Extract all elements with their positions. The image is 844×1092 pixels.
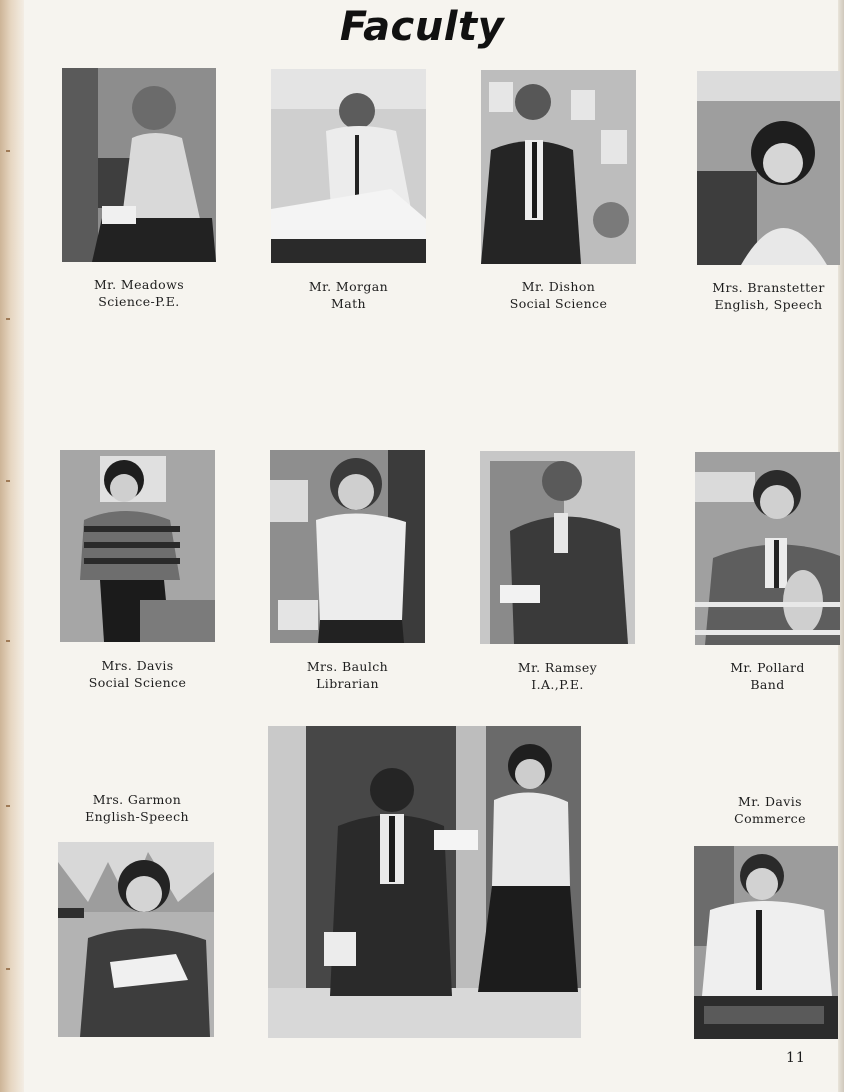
photo-meadows (62, 68, 216, 262)
binding-mark (6, 968, 10, 970)
faculty-name: Mr. Dishon (521, 279, 596, 294)
photo-pollard (695, 452, 840, 645)
faculty-subject: Commerce (734, 811, 806, 826)
binding-mark (6, 480, 10, 482)
faculty-subject: Social Science (88, 675, 187, 690)
faculty-subject: Social Science (509, 296, 608, 311)
faculty-name: Mr. Pollard (730, 660, 805, 675)
caption-pollard (695, 659, 840, 693)
faculty-subject: English, Speech (714, 297, 823, 312)
binding-edge (0, 0, 24, 1092)
faculty-name: Mr. Davis (738, 794, 802, 809)
faculty-name: Mr. Morgan (308, 279, 389, 294)
faculty-subject: Band (750, 677, 785, 692)
photo-baulch (270, 450, 425, 643)
caption-morgan (271, 278, 426, 312)
caption-dishon (481, 278, 636, 312)
caption-garmon (58, 791, 216, 825)
photo-ramsey (480, 451, 635, 644)
page-title: Faculty (339, 4, 505, 50)
faculty-subject: I.A.,P.E. (531, 677, 584, 692)
binding-mark (6, 318, 10, 320)
photo-morgan (271, 69, 426, 263)
photo-davis-social (60, 450, 215, 642)
photo-dishon (481, 70, 636, 264)
binding-mark (6, 640, 10, 642)
binding-mark (6, 805, 10, 807)
page-number: 11 (786, 1050, 806, 1066)
caption-baulch (270, 658, 425, 692)
caption-ramsey (480, 659, 635, 693)
faculty-name: Mrs. Garmon (92, 792, 182, 807)
faculty-subject: Math (331, 296, 366, 311)
faculty-name: Mrs. Davis (101, 658, 174, 673)
photo-garmon (58, 842, 214, 1037)
caption-meadows (62, 276, 216, 310)
binding-mark (6, 150, 10, 152)
caption-davis-social (60, 657, 215, 691)
faculty-name: Mr. Meadows (93, 277, 185, 292)
faculty-name: Mr. Ramsey (517, 660, 598, 675)
faculty-name: Mrs. Branstetter (712, 280, 825, 295)
photo-group-doorway (268, 726, 581, 1038)
faculty-subject: Science-P.E. (98, 294, 180, 309)
caption-branstetter (697, 279, 840, 313)
faculty-subject: Librarian (316, 676, 379, 691)
caption-davis-commerce (696, 793, 844, 827)
faculty-name: Mrs. Baulch (306, 659, 389, 674)
faculty-subject: English-Speech (85, 809, 189, 824)
photo-branstetter (697, 71, 840, 265)
photo-davis-commerce (694, 846, 838, 1039)
